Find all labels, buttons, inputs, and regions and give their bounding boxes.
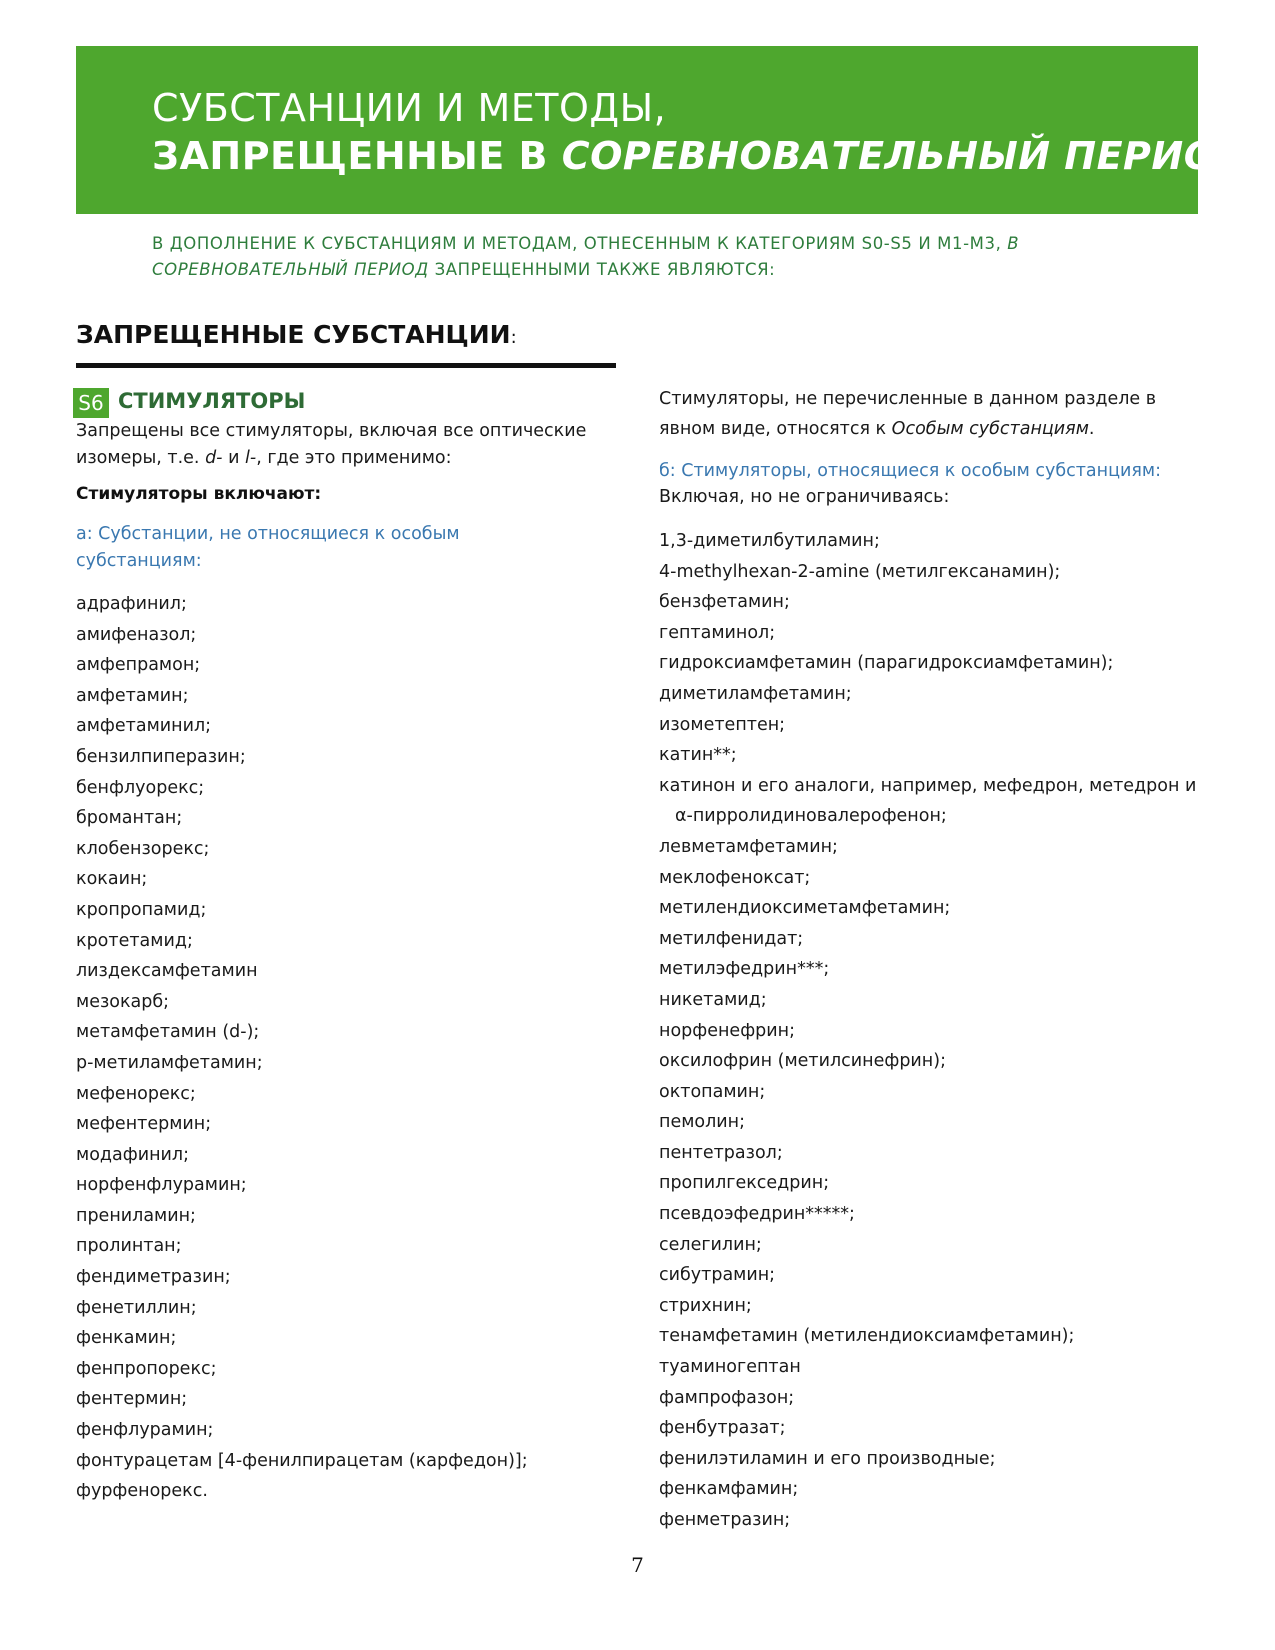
non-specified-stimulants-list [76, 589, 616, 1507]
list-item: метилфенидат; [659, 928, 804, 949]
subsection-a-heading: а: Субстанции, не относящиеся к особым субстанциям: [76, 524, 460, 571]
right-intro-italic: Особым субстанциям [891, 419, 1089, 439]
list-item-line1: катинон и его аналоги, например, мефедрон, метедрон и [659, 775, 1197, 796]
intro-part2: ЗАПРЕЩЕННЫМИ ТАКЖЕ ЯВЛЯЮТСЯ: [428, 260, 776, 279]
includes-label: Стимуляторы включают: [76, 484, 322, 504]
list-item: амфетамин; [76, 685, 189, 706]
list-item: фурфенорекс. [76, 1481, 208, 1502]
list-item: метилендиоксиметамфетамин; [659, 898, 951, 919]
list-item: норфенефрин; [659, 1020, 795, 1041]
list-item: амифеназол; [76, 624, 197, 645]
list-item: фендиметразин; [76, 1267, 231, 1288]
right-intro-part2: . [1088, 419, 1095, 439]
list-item: диметиламфетамин; [659, 683, 852, 704]
list-item: фенбутразат; [659, 1418, 786, 1439]
list-item: фонтурацетам [4-фенилпирацетам (карфедон)]; [76, 1450, 528, 1471]
right-intro-paragraph [659, 384, 1199, 444]
list-item: пропилгекседрин; [659, 1173, 830, 1194]
list-item: пролинтан; [76, 1236, 182, 1257]
list-item: никетамид; [659, 989, 767, 1010]
banner-title-plain: ЗАПРЕЩЕННЫЕ В [152, 134, 562, 178]
list-item: оксилофрин (метилсинефрин); [659, 1051, 946, 1072]
section-title [76, 320, 517, 349]
s6-badge: S6 [73, 388, 109, 418]
list-item: псевдоэфедрин*****; [659, 1204, 855, 1225]
banner-title-italic: СОРЕВНОВАТЕЛЬНЫЙ ПЕРИОД [561, 134, 1251, 178]
list-item: гептаминол; [659, 622, 776, 643]
list-item: кропропамид; [76, 899, 207, 920]
list-item: адрафинил; [76, 594, 187, 614]
banner-title-line1: СУБСТАНЦИИ И МЕТОДЫ, [152, 86, 667, 130]
list-item: мезокарб; [76, 991, 170, 1012]
list-item: норфенфлурамин; [76, 1175, 247, 1196]
list-item: клобензорекс; [76, 838, 210, 859]
list-item: левметамфетамин; [659, 836, 838, 857]
list-item-line2: α-пирролидиновалерофенон; [675, 806, 947, 827]
list-item: фенпропорекс; [76, 1358, 217, 1379]
list-item: изометептен; [659, 714, 786, 735]
banner-title-line2 [152, 134, 1251, 178]
list-item: октопамин; [659, 1081, 766, 1102]
page-number: 7 [631, 1553, 644, 1577]
list-item: бромантан; [76, 808, 183, 829]
section-divider [76, 363, 616, 368]
list-item: фенетиллин; [76, 1297, 197, 1318]
intro-italic: В СОРЕВНОВАТЕЛЬНЫЙ ПЕРИОД [152, 234, 1020, 279]
list-item: пемолин; [659, 1112, 746, 1133]
list-item: фентермин; [76, 1389, 188, 1410]
s6-description [76, 418, 616, 472]
s6-desc-and: и [222, 448, 245, 468]
list-item: метилэфедрин***; [659, 959, 830, 980]
list-item: кокаин; [76, 869, 148, 890]
list-item: прениламин; [76, 1205, 196, 1226]
list-item: фенкамин; [76, 1328, 177, 1349]
title-banner [76, 46, 1251, 214]
list-item: лиздексамфетамин [76, 961, 258, 982]
s6-desc-l: l- [245, 448, 257, 468]
specified-stimulants-list [659, 526, 1204, 1536]
intro-paragraph [152, 231, 1112, 283]
including-note: Включая, но не ограничиваясь: [659, 487, 950, 507]
list-item: фампрофазон; [659, 1387, 795, 1408]
list-item: кротетамид; [76, 930, 193, 951]
s6-desc-part1: Запрещены все стимуляторы, включая все оптические изомеры, т.е. [76, 421, 587, 468]
list-item: катин**; [659, 745, 737, 766]
list-item: мефентермин; [76, 1114, 212, 1135]
list-item: бензфетамин; [659, 592, 790, 613]
list-item: селегилин; [659, 1234, 762, 1255]
list-item: меклофеноксат; [659, 867, 811, 888]
list-item: 4-methylhexan-2-amine (метилгексанамин); [659, 561, 1061, 582]
list-item: 1,3-диметилбутиламин; [659, 531, 880, 551]
list-item: амфетаминил; [76, 716, 212, 737]
list-item: мефенорекс; [76, 1083, 196, 1104]
list-item: бенфлуорекс; [76, 777, 205, 798]
list-item: амфепрамон; [76, 655, 201, 676]
list-item: фенкамфамин; [659, 1479, 799, 1500]
s6-title: СТИМУЛЯТОРЫ [118, 389, 306, 413]
list-item: p-метиламфетамин; [76, 1052, 263, 1073]
s6-desc-part2: , где это применимо: [256, 448, 452, 468]
s6-desc-d: d- [205, 448, 223, 468]
list-item: пентетразол; [659, 1142, 783, 1163]
section-title-colon: : [510, 327, 517, 348]
list-item-wrapped [659, 771, 1204, 832]
list-item: тенамфетамин (метилендиоксиамфетамин); [659, 1326, 1075, 1347]
list-item: фенилэтиламин и его производные; [659, 1448, 996, 1469]
list-item: модафинил; [76, 1144, 189, 1165]
intro-part1: В ДОПОЛНЕНИЕ К СУБСТАНЦИЯМ И МЕТОДАМ, ОТНЕСЕННЫМ К КАТЕГОРИЯМ S0-S5 И M1-M3, [152, 234, 1008, 253]
list-item: туаминогептан [659, 1357, 801, 1378]
section-title-text: ЗАПРЕЩЕННЫЕ СУБСТАНЦИИ [76, 320, 511, 349]
right-intro-part1: Стимуляторы, не перечисленные в данном разделе в явном виде, относятся к [659, 389, 1157, 439]
subsection-b-heading: б: Стимуляторы, относящиеся к особым субстанциям: [659, 461, 1161, 481]
list-item: гидроксиамфетамин (парагидроксиамфетамин); [659, 653, 1114, 674]
list-item: стрихнин; [659, 1295, 752, 1316]
list-item: бензилпиперазин; [76, 746, 246, 767]
list-item: фенметразин; [659, 1510, 791, 1530]
list-item: метамфетамин (d-); [76, 1022, 260, 1043]
list-item: сибутрамин; [659, 1265, 776, 1286]
list-item: фенфлурамин; [76, 1420, 214, 1441]
